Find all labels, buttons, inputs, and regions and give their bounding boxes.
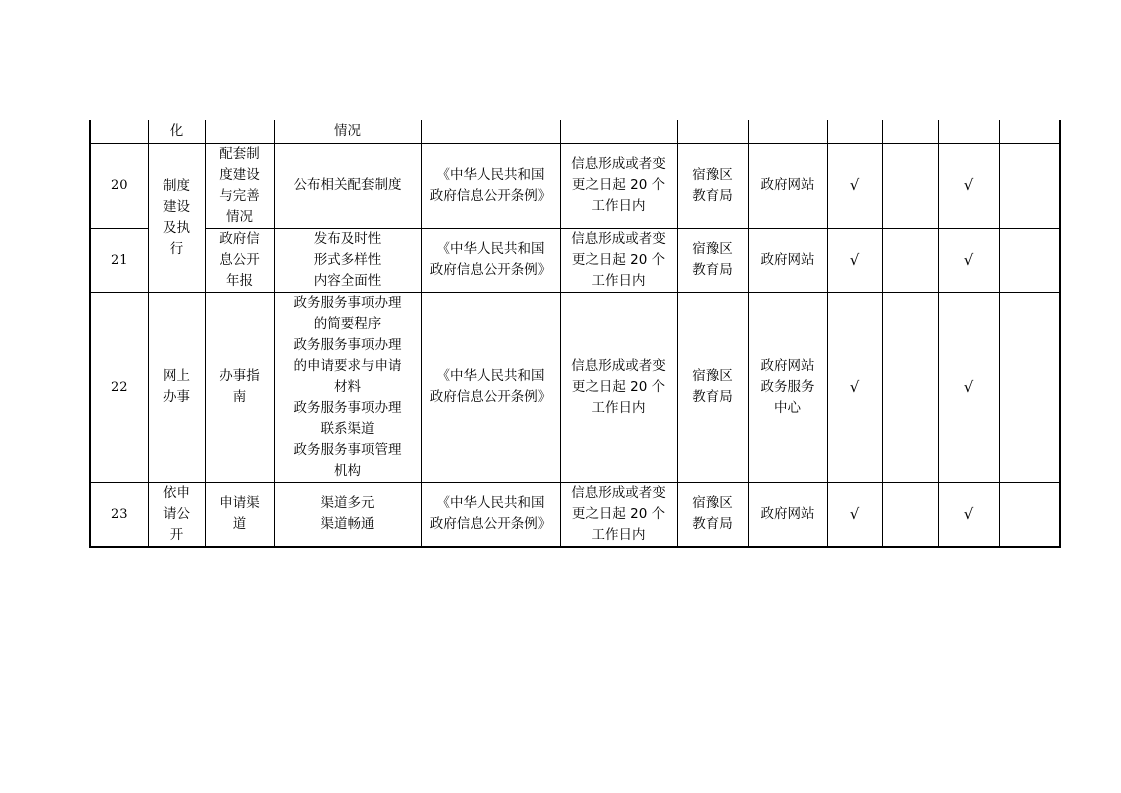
cell-subject: 宿豫区 教育局 (677, 482, 748, 547)
cell-content: 发布及时性 形式多样性 内容全面性 (274, 228, 421, 292)
cell-mark-c: √ (938, 143, 999, 228)
cell-mark-d (999, 143, 1060, 228)
cell-no: 20 (90, 143, 148, 228)
table-row (90, 228, 1060, 292)
disclosure-table (89, 120, 1061, 548)
cell-mark-c: √ (938, 482, 999, 547)
cell-mark-a: √ (827, 482, 882, 547)
cell-subject: 宿豫区 教育局 (677, 228, 748, 292)
cell-mark-c (938, 120, 999, 143)
cell-timing: 信息形成或者变 更之日起 20 个 工作日内 (560, 482, 677, 547)
cell-mark-d (999, 228, 1060, 292)
cell-basis: 《中华人民共和国 政府信息公开条例》 (421, 292, 560, 482)
cell-item: 申请渠 道 (205, 482, 274, 547)
cell-subject: 宿豫区 教育局 (677, 143, 748, 228)
cell-content: 情况 (274, 120, 421, 143)
cell-item: 办事指 南 (205, 292, 274, 482)
cell-subject (677, 120, 748, 143)
table-row (90, 143, 1060, 228)
cell-mark-d (999, 482, 1060, 547)
cell-channel: 政府网站 (748, 482, 827, 547)
cell-mark-b (882, 482, 938, 547)
cell-channel: 政府网站 (748, 143, 827, 228)
cell-mark-b (882, 143, 938, 228)
cell-channel (748, 120, 827, 143)
cell-no (90, 120, 148, 143)
cell-mark-b (882, 228, 938, 292)
cell-mark-c: √ (938, 292, 999, 482)
cell-mark-b (882, 120, 938, 143)
cell-content: 公布相关配套制度 (274, 143, 421, 228)
cell-content: 政务服务事项办理 的简要程序 政务服务事项办理 的申请要求与申请 材料 政务服务事项办理 联系渠道 政务服务事项管理 机构 (274, 292, 421, 482)
cell-item (205, 120, 274, 143)
cell-no: 22 (90, 292, 148, 482)
cell-content: 渠道多元 渠道畅通 (274, 482, 421, 547)
cell-basis (421, 120, 560, 143)
cell-timing: 信息形成或者变 更之日起 20 个 工作日内 (560, 292, 677, 482)
cell-no: 23 (90, 482, 148, 547)
cell-mark-a: √ (827, 292, 882, 482)
cell-category: 依申 请公 开 (148, 482, 205, 547)
cell-timing: 信息形成或者变 更之日起 20 个 工作日内 (560, 143, 677, 228)
cell-item: 配套制 度建设 与完善 情况 (205, 143, 274, 228)
cell-timing: 信息形成或者变 更之日起 20 个 工作日内 (560, 228, 677, 292)
cell-no: 21 (90, 228, 148, 292)
cell-mark-a (827, 120, 882, 143)
cell-basis: 《中华人民共和国 政府信息公开条例》 (421, 143, 560, 228)
cell-category: 化 (148, 120, 205, 143)
table-row (90, 482, 1060, 547)
cell-basis: 《中华人民共和国 政府信息公开条例》 (421, 228, 560, 292)
cell-category: 制度 建设 及执 行 (148, 143, 205, 292)
cell-mark-d (999, 292, 1060, 482)
table-row (90, 120, 1060, 143)
cell-channel: 政府网站 (748, 228, 827, 292)
cell-mark-c: √ (938, 228, 999, 292)
cell-channel: 政府网站 政务服务 中心 (748, 292, 827, 482)
cell-mark-d (999, 120, 1060, 143)
cell-category: 网上 办事 (148, 292, 205, 482)
cell-item: 政府信 息公开 年报 (205, 228, 274, 292)
cell-mark-a: √ (827, 228, 882, 292)
cell-basis: 《中华人民共和国 政府信息公开条例》 (421, 482, 560, 547)
cell-subject: 宿豫区 教育局 (677, 292, 748, 482)
table-row (90, 292, 1060, 482)
cell-mark-a: √ (827, 143, 882, 228)
cell-mark-b (882, 292, 938, 482)
cell-timing (560, 120, 677, 143)
